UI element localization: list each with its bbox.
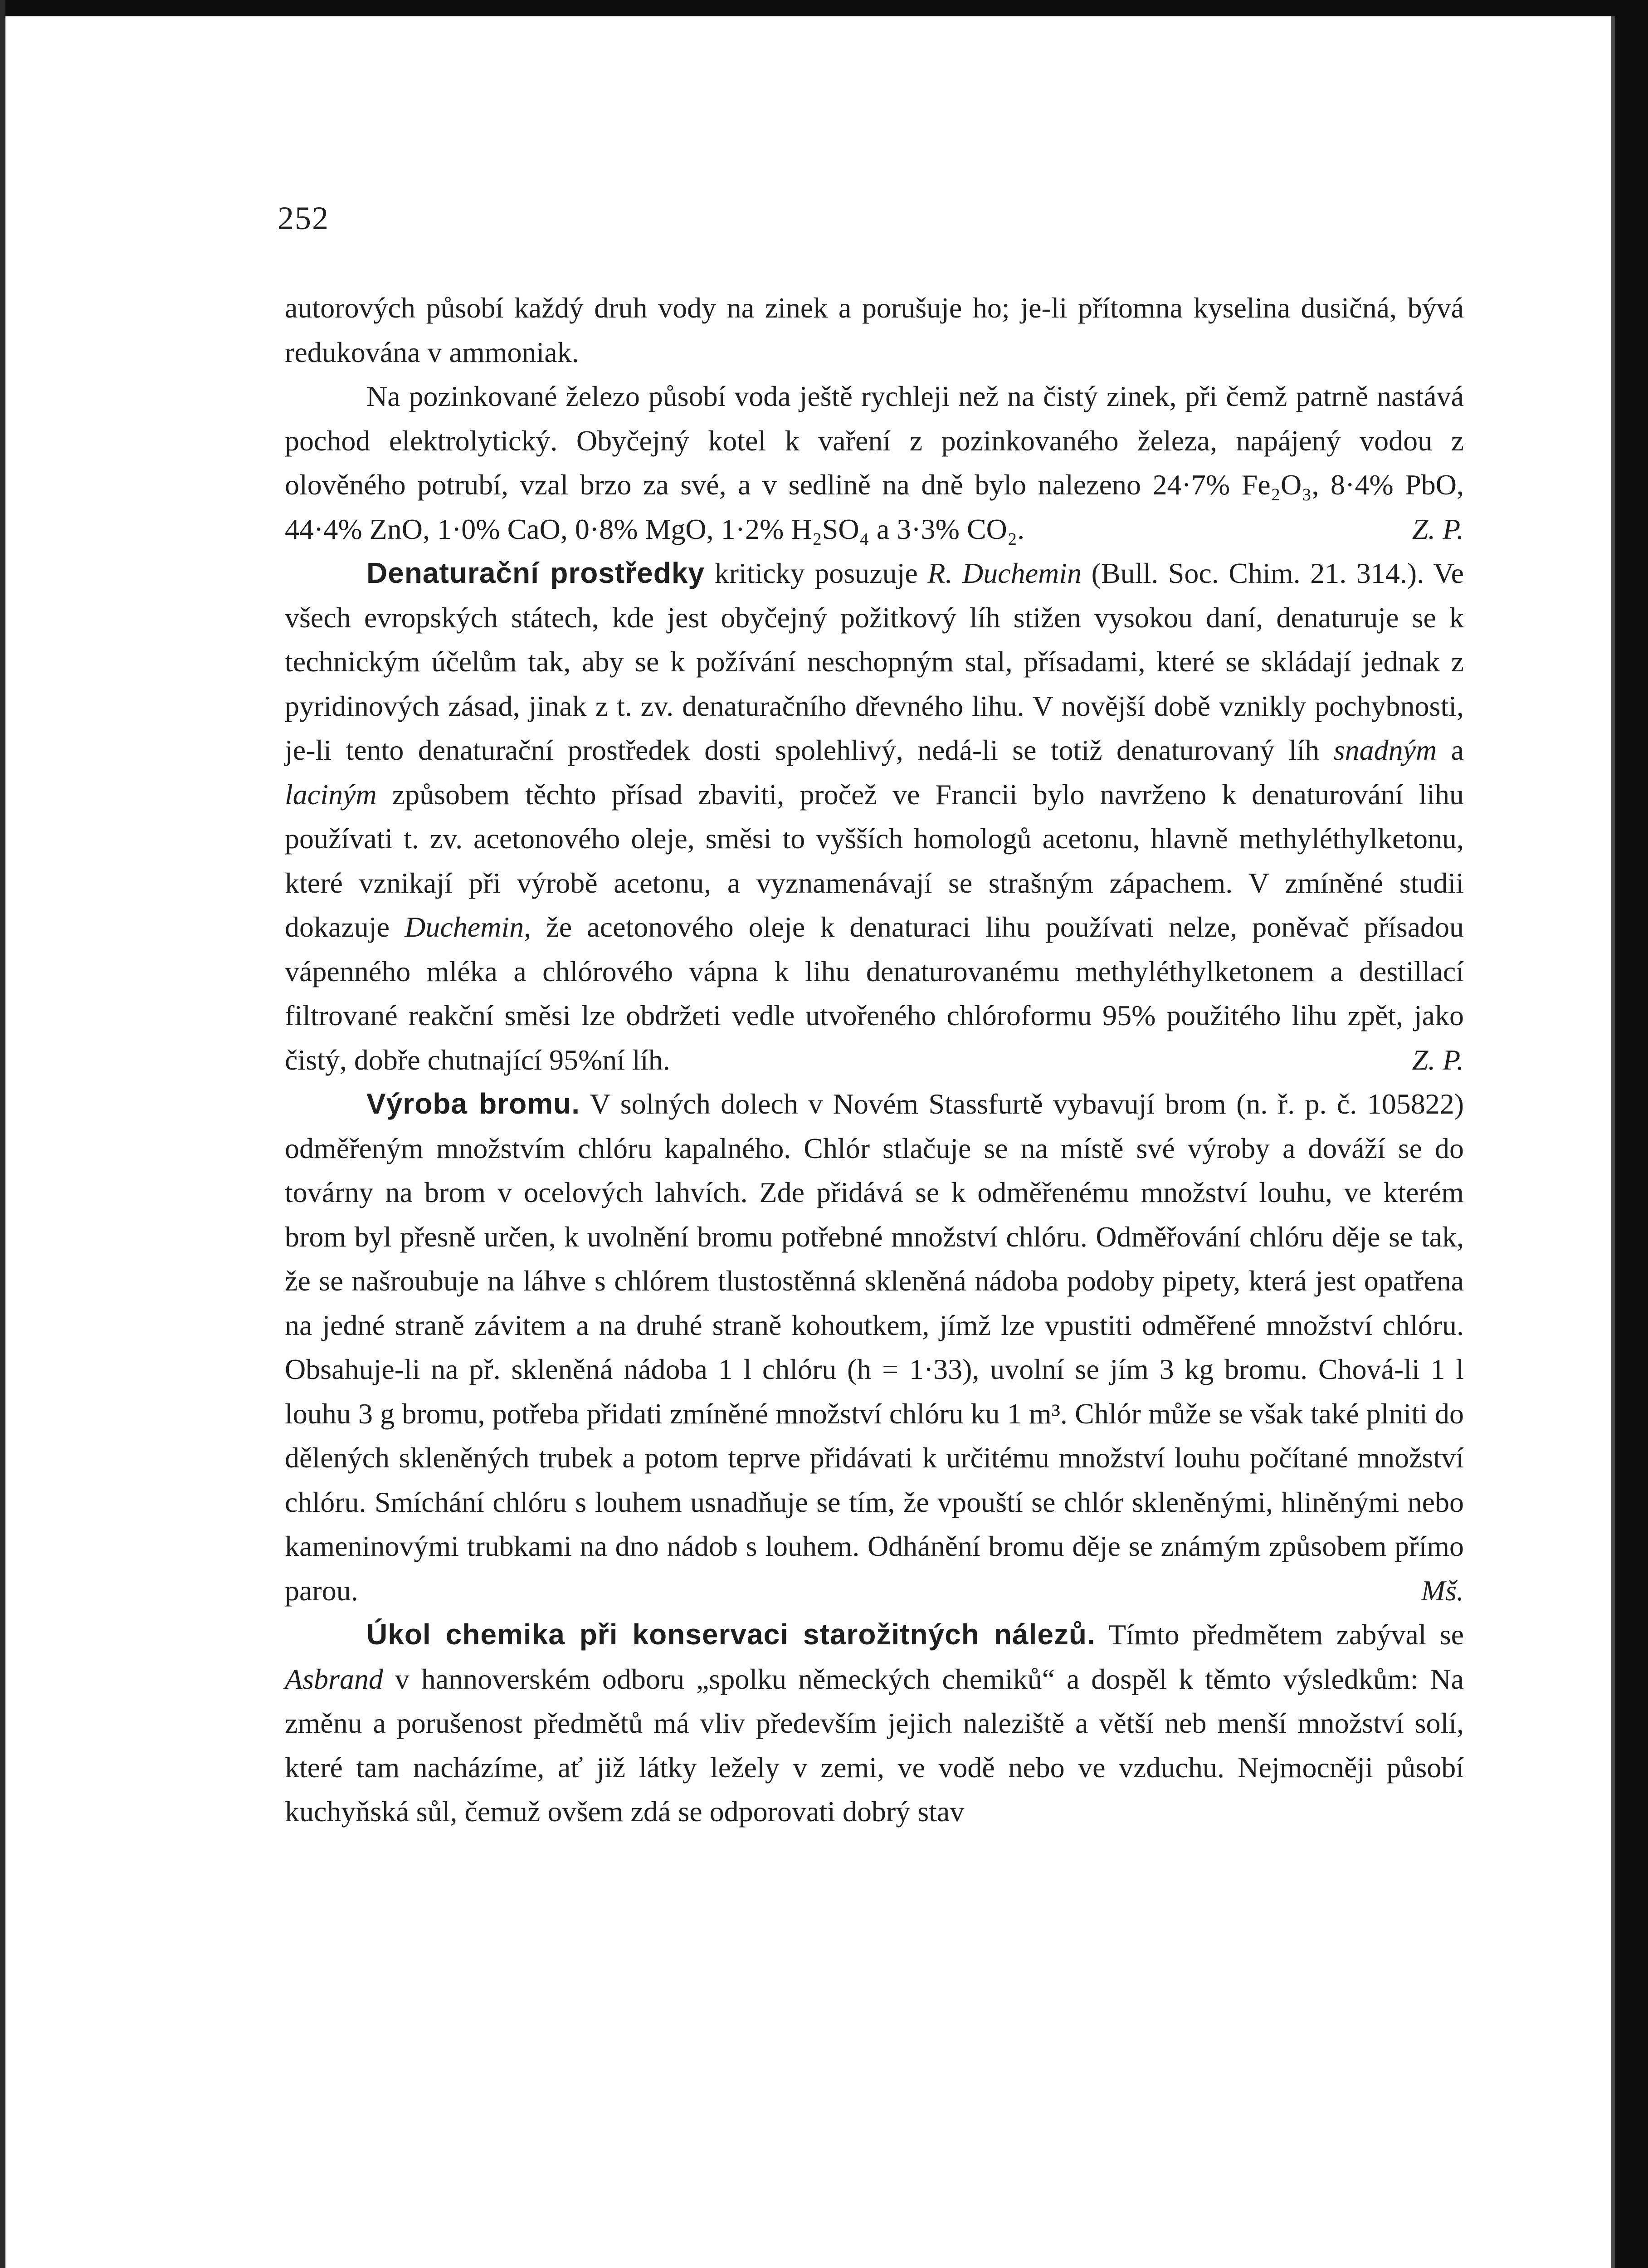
galvanized-text: Na pozinkované železo působí voda ještě rychleji než na čistý zinek, při čemž patrně nastává pochod elektrolytický. Obyčejný kotel k vaření z pozinkovaného železa, napájený vodou z olověného potrubí, vzal brzo za své, a v sedlině na dně bylo nalezeno 24·7% Fe₂O₃, 8·4% PbO, 44·4% ZnO, 1·0% CaO, 0·8% MgO, 1·2% H₂SO₄ a 3·3% CO₂.	[285, 380, 1464, 545]
continuation-paragraph	[285, 286, 1464, 374]
entry-text: V solných dolech v Novém Stassfurtě vybavují brom (n. ř. p. č. 105822) odměřeným množstvím chlóru kapalného. Chlór stlačuje se na místě své výroby a dováží se do továrny na brom v ocelových lahvích. Zde přidává se k odměřenému množství louhu, ve kterém brom byl přesně určen, k uvolnění bromu potřebné množství chlóru. Odměřování chlóru děje se tak, že se našroubuje na láhve s chlórem tlustostěnná skleněná nádoba podoby pipety, která jest opatřena na jedné straně závitem a na druhé straně kohoutkem, jímž lze vpustiti odměřené množství chlóru. Obsahuje-li na př. skleněná nádoba 1 l chlóru (h = 1·33), uvolní se jím 3 kg bromu. Chová-li 1 l louhu 3 g bromu, potřeba přidati zmíněné množství chlóru ku 1 m³. Chlór může se však také plniti do dělených skleněných trubek a potom teprve přidávati k určitému množství louhu počítané množství chlóru. Smíchání chlóru s louhem usnadňuje se tím, že vpouští se chlór skleněnými, hliněnými nebo kameninovými trubkami na dno nádob s louhem. Odhánění bromu děje se známým způsobem přímo parou.	[285, 1088, 1464, 1607]
entry-text: (Bull. Soc. Chim. 21. 314.). Ve všech evropských státech, kde jest obyčejný požitkový líh stižen vysokou daní, denaturuje se k technickým účelům tak, aby se k požívání neschopným stal, přísadami, které se skládají jednak z pyridinových zásad, jinak z t. zv. denaturačního dřevného lihu. V novější době vznikly pochybnosti, je-li tento denaturační prostředek dosti spolehlivý, nedá-li se totiž denaturovaný líh	[285, 557, 1464, 766]
scan-edge-right	[1615, 0, 1648, 2268]
galvanized-iron-paragraph	[285, 374, 1464, 551]
entry-heading: Denaturační prostředky	[366, 557, 705, 589]
author-name: Duchemin	[405, 911, 524, 943]
entry-text: v hannoverském odboru „spolku německých chemiků“ a dospěl k těmto výsledkům: Na změnu a porušenost předmětů má vliv především jejich naleziště a větší neb menší množství solí, které tam nacházíme, ať již látky ležely v zemi, ve vodě nebo ve vzduchu. Nejmocněji působí kuchyňská sůl, čemuž ovšem zdá se odporovati dobrý stav	[285, 1662, 1464, 1828]
emphasis-text: snadným	[1333, 734, 1437, 766]
page-body	[285, 286, 1464, 1834]
scan-edge-right-shadow	[1611, 16, 1615, 2268]
entry-text: kriticky posuzuje	[705, 557, 928, 589]
entry-bromine	[285, 1082, 1464, 1613]
page-number: 252	[278, 200, 329, 236]
entry-heading: Výroba bromu.	[366, 1087, 580, 1120]
signature: Z. P.	[1412, 513, 1464, 545]
entry-text: , že acetonového oleje k denaturaci lihu používati nelze, poněvač přísadou vápenného mléka a chlórového vápna k lihu denaturovanému methyléthylketonem a destillací filtrované reakční směsi lze obdržeti vedle utvořeného chlóroformu 95% použitého lihu zpět, jako čistý, dobře chutnající 95%ní líh.	[285, 911, 1464, 1076]
emphasis-text: laciným	[285, 778, 377, 811]
author-name: R. Duchemin	[927, 557, 1082, 589]
signature: Z. P.	[1412, 1043, 1464, 1076]
entry-denaturation	[285, 551, 1464, 1082]
entry-heading: Úkol chemika při konservaci starožitných nálezů.	[366, 1618, 1096, 1651]
author-name: Asbrand	[285, 1662, 383, 1695]
entry-text: Tímto předmětem zabýval se	[1095, 1618, 1464, 1651]
scan-edge-top	[0, 0, 1648, 16]
scan-edge-left	[0, 0, 5, 2268]
signature: Mš.	[1421, 1574, 1464, 1607]
entry-text: způsobem těchto přísad zbaviti, pročež ve Francii bylo navrženo k denaturování lihu používati t. zv. acetonového oleje, směsi to vyšších homologů acetonu, hlavně methyléthylketonu, které vznikají při výrobě acetonu, a vyznamenávají se strašným zápachem. V zmíněné studii dokazuje	[285, 778, 1464, 943]
continuation-text: autorových působí každý druh vody na zinek a porušuje ho; je-li přítomna kyselina dusičná, bývá redukována v ammoniak.	[285, 292, 1464, 368]
entry-conservation	[285, 1613, 1464, 1834]
entry-text: a	[1437, 734, 1464, 766]
